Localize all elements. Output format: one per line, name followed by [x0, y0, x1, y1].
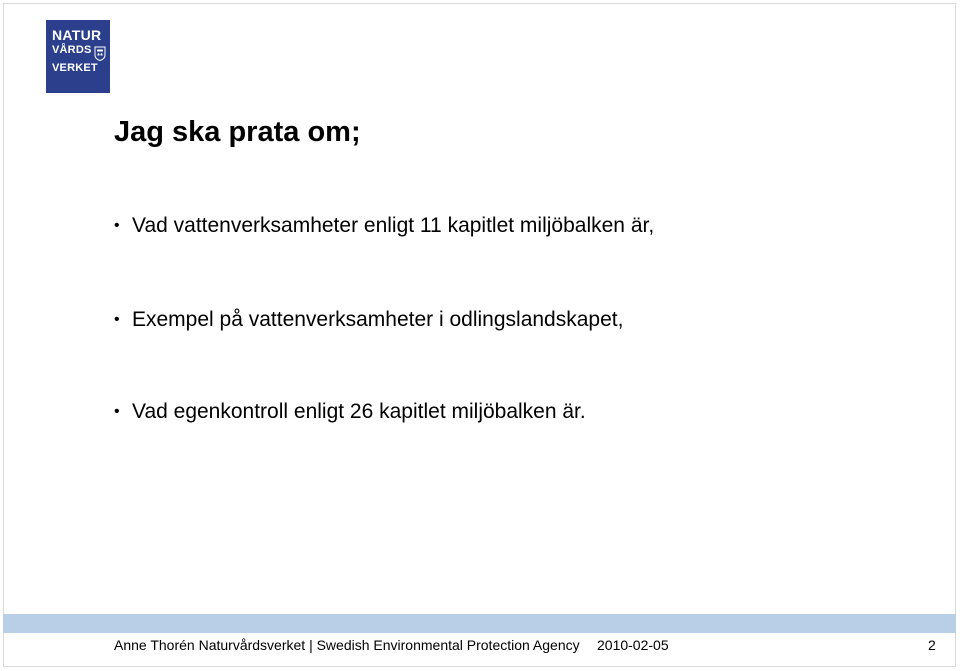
slide-frame: [3, 3, 956, 667]
footer-author: Anne Thorén Naturvårdsverket | Swedish Environmental Protection Agency: [114, 637, 580, 653]
bullet-item: [114, 308, 623, 332]
bullet-text: Exempel på vattenverksamheter i odlingslandskapet,: [132, 308, 624, 331]
bullet-dot: •: [114, 403, 120, 420]
logo-line-2: VÅRDS: [52, 44, 92, 56]
page-number: 2: [928, 637, 936, 653]
naturvardsverket-logo: [46, 20, 110, 93]
bullet-item: [114, 214, 654, 238]
footer-date: 2010-02-05: [597, 637, 669, 653]
bullet-dot: •: [114, 311, 120, 328]
footer-bar: [3, 614, 956, 633]
bullet-dot: •: [114, 217, 120, 234]
logo-row: [52, 45, 106, 61]
logo-line-3: VERKET: [52, 62, 98, 74]
three-crowns-icon: [94, 46, 106, 61]
logo-line-1: NATUR: [52, 27, 102, 43]
bullet-item: [114, 400, 586, 424]
bullet-text: Vad vattenverksamheter enligt 11 kapitlet miljöbalken är,: [132, 214, 655, 237]
slide-title: Jag ska prata om;: [114, 116, 361, 148]
bullet-text: Vad egenkontroll enligt 26 kapitlet miljöbalken är.: [132, 400, 586, 423]
